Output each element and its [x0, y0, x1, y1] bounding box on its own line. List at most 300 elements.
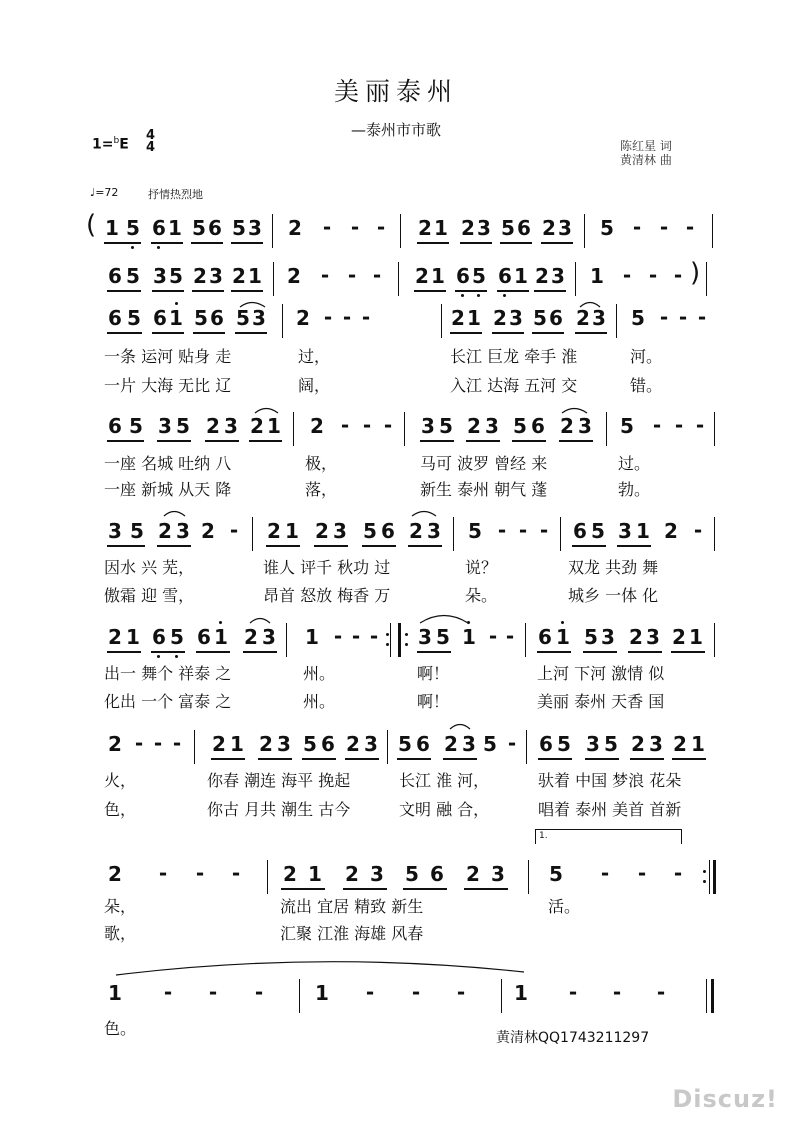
lyric-line: 一座 名城 吐纳 八 [104, 454, 232, 473]
note: 5 [600, 216, 614, 240]
dash: - [622, 263, 632, 287]
tie-arc [116, 962, 524, 975]
note: 3 [418, 625, 432, 649]
note: 2 [250, 414, 264, 438]
note: 2 [315, 519, 329, 543]
octave-dot-high [175, 302, 178, 305]
beam [243, 651, 277, 653]
note: 2 [415, 264, 429, 288]
beam [617, 545, 651, 547]
time-signature [146, 130, 155, 154]
dash: - [195, 861, 205, 885]
beam [450, 332, 482, 334]
note: 2 [108, 625, 122, 649]
note: 2 [296, 306, 310, 330]
note: 2 [206, 414, 220, 438]
note: 5 [436, 625, 450, 649]
lyric-line: 歌， [104, 924, 137, 943]
lyric-line: 你春 潮连 海平 挽起 [207, 771, 351, 790]
octave-dot-low [503, 294, 506, 297]
note: 3 [578, 414, 592, 438]
staff-row-9 [0, 975, 792, 1015]
note: 3 [248, 216, 262, 240]
note: 3 [224, 414, 238, 438]
beam [583, 651, 617, 653]
lyric-line: 过。 [618, 454, 651, 473]
lyric-line: 朵， [104, 897, 137, 916]
dash: - [497, 518, 507, 542]
note: 2 [108, 732, 122, 756]
note: 2 [259, 732, 273, 756]
lyric-line: 昂首 怒放 梅香 万 [263, 586, 391, 605]
note: 3 [509, 306, 523, 330]
octave-dot-low [477, 294, 480, 297]
beam [628, 651, 662, 653]
note: 2 [560, 414, 574, 438]
note: 5 [584, 625, 598, 649]
beam [345, 758, 379, 760]
note: 2 [451, 306, 465, 330]
note: 6 [208, 216, 222, 240]
dash: - [568, 980, 578, 1004]
note: 1 [126, 625, 140, 649]
note: 6 [430, 862, 444, 886]
note: 5 [176, 414, 190, 438]
dash: - [158, 861, 168, 885]
lyric-line: 错。 [630, 376, 663, 395]
octave-dot-high [219, 621, 222, 624]
note: 5 [127, 306, 141, 330]
lyric-line: 色， [104, 800, 137, 819]
lyric-line: 一座 新城 从天 降 [104, 480, 232, 499]
staff-row-2 [0, 258, 792, 298]
bar-line [709, 860, 710, 894]
dash: - [505, 624, 515, 648]
note: 3 [618, 519, 632, 543]
dash: - [365, 980, 375, 1004]
note: 2 [409, 519, 423, 543]
note: 1 [230, 732, 244, 756]
note: 3 [262, 625, 276, 649]
dash: - [656, 980, 666, 1004]
dash: - [376, 215, 386, 239]
beam [258, 758, 292, 760]
beam [455, 290, 487, 292]
note: 5 [439, 414, 453, 438]
dash: - [632, 215, 642, 239]
bar-line [252, 517, 253, 551]
beam [403, 888, 447, 890]
note: 2 [283, 862, 297, 886]
note: 5 [591, 519, 605, 543]
dash: - [254, 980, 264, 1004]
note: 1 [691, 732, 705, 756]
beam [205, 440, 239, 442]
note: 3 [646, 625, 660, 649]
beam [417, 242, 449, 244]
lyric-line: 一条 运河 贴身 走 [104, 347, 232, 366]
bar-line [390, 623, 391, 657]
beam [512, 440, 546, 442]
repeat-dot [386, 643, 389, 646]
note: 2 [158, 519, 172, 543]
bar-line [560, 517, 561, 551]
first-ending-bracket [535, 829, 682, 844]
note: 5 [130, 519, 144, 543]
lyric-line: 河。 [630, 347, 663, 366]
note: 1 [168, 216, 182, 240]
beam [107, 332, 142, 334]
repeat-dot [703, 880, 706, 883]
beam [107, 290, 141, 292]
note: 2 [672, 625, 686, 649]
note: 2 [108, 862, 122, 886]
beam [466, 440, 500, 442]
note: 6 [549, 306, 563, 330]
note: 1 [169, 306, 183, 330]
bar-line [387, 730, 388, 764]
note: 3 [485, 414, 499, 438]
note: 5 [169, 264, 183, 288]
note: 2 [461, 216, 475, 240]
note: 1 [108, 981, 122, 1005]
lyric-line: 极， [305, 454, 338, 473]
dash: - [320, 263, 330, 287]
beam [107, 545, 145, 547]
staff-row-7 [0, 726, 792, 766]
beam [585, 758, 619, 760]
note: 2 [267, 519, 281, 543]
note: 3 [252, 306, 266, 330]
beam [235, 332, 267, 334]
beam [104, 242, 141, 244]
note: 3 [153, 264, 167, 288]
beam [266, 545, 300, 547]
note: 5 [472, 264, 486, 288]
note: 5 [129, 414, 143, 438]
lyric-line: 勃。 [618, 480, 651, 499]
beam [362, 545, 396, 547]
beam [630, 758, 664, 760]
repeat-dot [405, 643, 408, 646]
beam [575, 332, 607, 334]
lyric-line: 双龙 共劲 舞 [568, 558, 659, 577]
bar-line [286, 623, 287, 657]
lyric-line: 阔， [298, 376, 331, 395]
note: 6 [108, 414, 122, 438]
beam [497, 290, 529, 292]
note: 5 [533, 306, 547, 330]
beam [417, 651, 451, 653]
staff-row-6 [0, 619, 792, 659]
dash: - [678, 305, 688, 329]
beam [281, 888, 325, 890]
dash: - [652, 413, 662, 437]
dash: - [693, 518, 703, 542]
bar-line [525, 623, 526, 657]
beam [192, 290, 224, 292]
repeat-bar-thick [398, 623, 401, 657]
note: 1 [305, 625, 319, 649]
dash: - [673, 263, 683, 287]
note: 2 [493, 306, 507, 330]
beam [534, 290, 566, 292]
dash: - [347, 263, 357, 287]
note: 2 [418, 216, 432, 240]
lyric-line: 啊！ [417, 692, 450, 711]
beam [671, 651, 705, 653]
lyric-line: 驮着 中国 梦浪 花朵 [538, 771, 682, 790]
lyric-line: 出一 舞个 祥泰 之 [104, 664, 232, 683]
note: 3 [558, 216, 572, 240]
credits [620, 139, 672, 167]
octave-dot-high [561, 621, 564, 624]
note: 1 [214, 625, 228, 649]
bar-line [575, 262, 576, 296]
note: 5 [126, 216, 140, 240]
staff-row-5 [0, 513, 792, 553]
note: 3 [586, 732, 600, 756]
note: 5 [398, 732, 412, 756]
note: 2 [345, 862, 359, 886]
note: 3 [364, 732, 378, 756]
lyric-line: 落， [305, 480, 338, 499]
note: 6 [517, 216, 531, 240]
note: 1 [105, 216, 119, 240]
lyric-line: 朵。 [465, 586, 498, 605]
note: 6 [153, 306, 167, 330]
note: 2 [444, 732, 458, 756]
dash: - [362, 413, 372, 437]
lyric-line: 新生 泰州 朝气 蓬 [420, 480, 548, 499]
note: 6 [416, 732, 430, 756]
note: 1 [514, 264, 528, 288]
note: 1 [431, 264, 445, 288]
dash: - [231, 861, 241, 885]
repeat-paren-open: ( [86, 210, 97, 240]
note: 3 [108, 519, 122, 543]
bar-line [441, 304, 442, 338]
bar-line [272, 214, 273, 248]
beam [500, 242, 532, 244]
octave-dot-low [157, 246, 160, 249]
staff-row-3 [0, 300, 792, 340]
lyric-line: 活。 [548, 897, 581, 916]
beam [152, 332, 184, 334]
note: 5 [303, 732, 317, 756]
dash: - [456, 980, 466, 1004]
dash: - [383, 413, 393, 437]
dash: - [340, 413, 350, 437]
beam [408, 545, 442, 547]
staff-row-1 [0, 210, 792, 250]
dash: - [673, 861, 683, 885]
note: 3 [649, 732, 663, 756]
note: 1 [285, 519, 299, 543]
dash: - [685, 215, 695, 239]
dash: - [333, 624, 343, 648]
note: 5 [170, 625, 184, 649]
note: 6 [498, 264, 512, 288]
octave-dot-low [175, 655, 178, 658]
note: 6 [210, 306, 224, 330]
note: 6 [531, 414, 545, 438]
note: 6 [539, 732, 553, 756]
dash: - [637, 861, 647, 885]
repeat-paren-close: ) [690, 258, 701, 288]
note: 2 [212, 732, 226, 756]
note: 2 [201, 519, 215, 543]
note: 1 [248, 264, 262, 288]
flat-sign: b [113, 136, 120, 146]
lyric-line: 州。 [303, 692, 336, 711]
note: 6 [108, 306, 122, 330]
bar-line [400, 214, 401, 248]
lyric-line: 马可 波罗 曾经 来 [420, 454, 548, 473]
dash: - [674, 413, 684, 437]
beam [151, 651, 185, 653]
dash: - [163, 980, 173, 1004]
note: 1 [308, 862, 322, 886]
lyric-line: 啊！ [417, 664, 450, 683]
note: 5 [468, 519, 482, 543]
note: 5 [405, 862, 419, 886]
note: 3 [370, 862, 384, 886]
beam [231, 290, 263, 292]
dash: - [342, 305, 352, 329]
beam [672, 758, 706, 760]
bar-line [501, 979, 502, 1013]
note: 2 [467, 414, 481, 438]
expression-mark: 抒情热烈地 [148, 188, 203, 201]
bar-line [616, 304, 617, 338]
bar-line [714, 623, 715, 657]
lyric-line: 流出 宜居 精致 新生 [280, 897, 424, 916]
lyric-line: 因水 兴 芜， [104, 558, 195, 577]
dash: - [229, 518, 239, 542]
dash: - [600, 861, 610, 885]
octave-dot-low [131, 246, 134, 249]
note: 3 [176, 519, 190, 543]
note: 1 [434, 216, 448, 240]
dash: - [372, 263, 382, 287]
note: 6 [152, 625, 166, 649]
beam [193, 332, 225, 334]
note: 2 [193, 264, 207, 288]
note: 5 [604, 732, 618, 756]
note: 5 [363, 519, 377, 543]
lyric-line: 城乡 一体 化 [568, 586, 659, 605]
bar-line [526, 730, 527, 764]
dash: - [648, 263, 658, 287]
bar-line [584, 214, 585, 248]
beam [537, 651, 571, 653]
note: 3 [551, 264, 565, 288]
dash: - [322, 215, 332, 239]
note: 6 [381, 519, 395, 543]
beam [541, 242, 573, 244]
lyric-line: 傲霜 迎 雪， [104, 586, 195, 605]
beam [302, 758, 336, 760]
lyric-line: 火， [104, 771, 137, 790]
key-signature [92, 136, 129, 153]
note: 3 [209, 264, 223, 288]
beam [107, 651, 141, 653]
dash: - [208, 980, 218, 1004]
note: 5 [501, 216, 515, 240]
lyric-line: 唱着 泰州 美首 首新 [538, 800, 682, 819]
note: 5 [557, 732, 571, 756]
beam [420, 440, 454, 442]
note: 2 [629, 625, 643, 649]
dash: - [361, 305, 371, 329]
note: 1 [462, 625, 476, 649]
bar-line [528, 860, 529, 894]
note: 2 [466, 862, 480, 886]
note: 5 [236, 306, 250, 330]
composer: 黄清林 曲 [620, 153, 672, 167]
song-subtitle: —泰州市市歌 [350, 121, 441, 139]
note: 6 [108, 264, 122, 288]
dash: - [153, 731, 163, 755]
final-bar-thick [711, 979, 714, 1013]
repeat-dot [386, 633, 389, 636]
dash: - [518, 518, 528, 542]
dash: - [134, 731, 144, 755]
beam [464, 888, 508, 890]
beam [151, 242, 183, 244]
lyric-line: 过， [298, 347, 331, 366]
bar-line [706, 262, 707, 296]
bar-line [282, 304, 283, 338]
key-prefix: 1= [92, 136, 114, 153]
note: 5 [483, 732, 497, 756]
note: 2 [346, 732, 360, 756]
dash: - [351, 624, 361, 648]
time-bottom: 4 [146, 140, 156, 155]
note: 2 [310, 414, 324, 438]
song-title: 美丽泰州 [333, 77, 458, 106]
note: 3 [462, 732, 476, 756]
bar-line [293, 412, 294, 446]
lyric-line: 上河 下河 激情 似 [537, 664, 665, 683]
bar-line [299, 979, 300, 1013]
note: 1 [267, 414, 281, 438]
note: 1 [636, 519, 650, 543]
dash: - [488, 624, 498, 648]
note: 1 [467, 306, 481, 330]
bar-line [267, 860, 268, 894]
lyric-line: 化出 一个 富泰 之 [104, 692, 232, 711]
lyricist: 陈红星 词 [620, 139, 672, 153]
time-top: 4 [146, 128, 156, 143]
note: 3 [592, 306, 606, 330]
beam [443, 758, 477, 760]
lyric-line: 色。 [104, 1019, 137, 1038]
note: 6 [456, 264, 470, 288]
beam [532, 332, 564, 334]
octave-dot-low [157, 655, 160, 658]
lyric-line: 长江 淮 河， [399, 771, 490, 790]
note: 5 [631, 306, 645, 330]
note: 2 [535, 264, 549, 288]
note: 3 [421, 414, 435, 438]
note: 5 [620, 414, 634, 438]
final-bar-thin [706, 979, 707, 1013]
note: 2 [244, 625, 258, 649]
beam [538, 758, 572, 760]
note: 3 [277, 732, 291, 756]
